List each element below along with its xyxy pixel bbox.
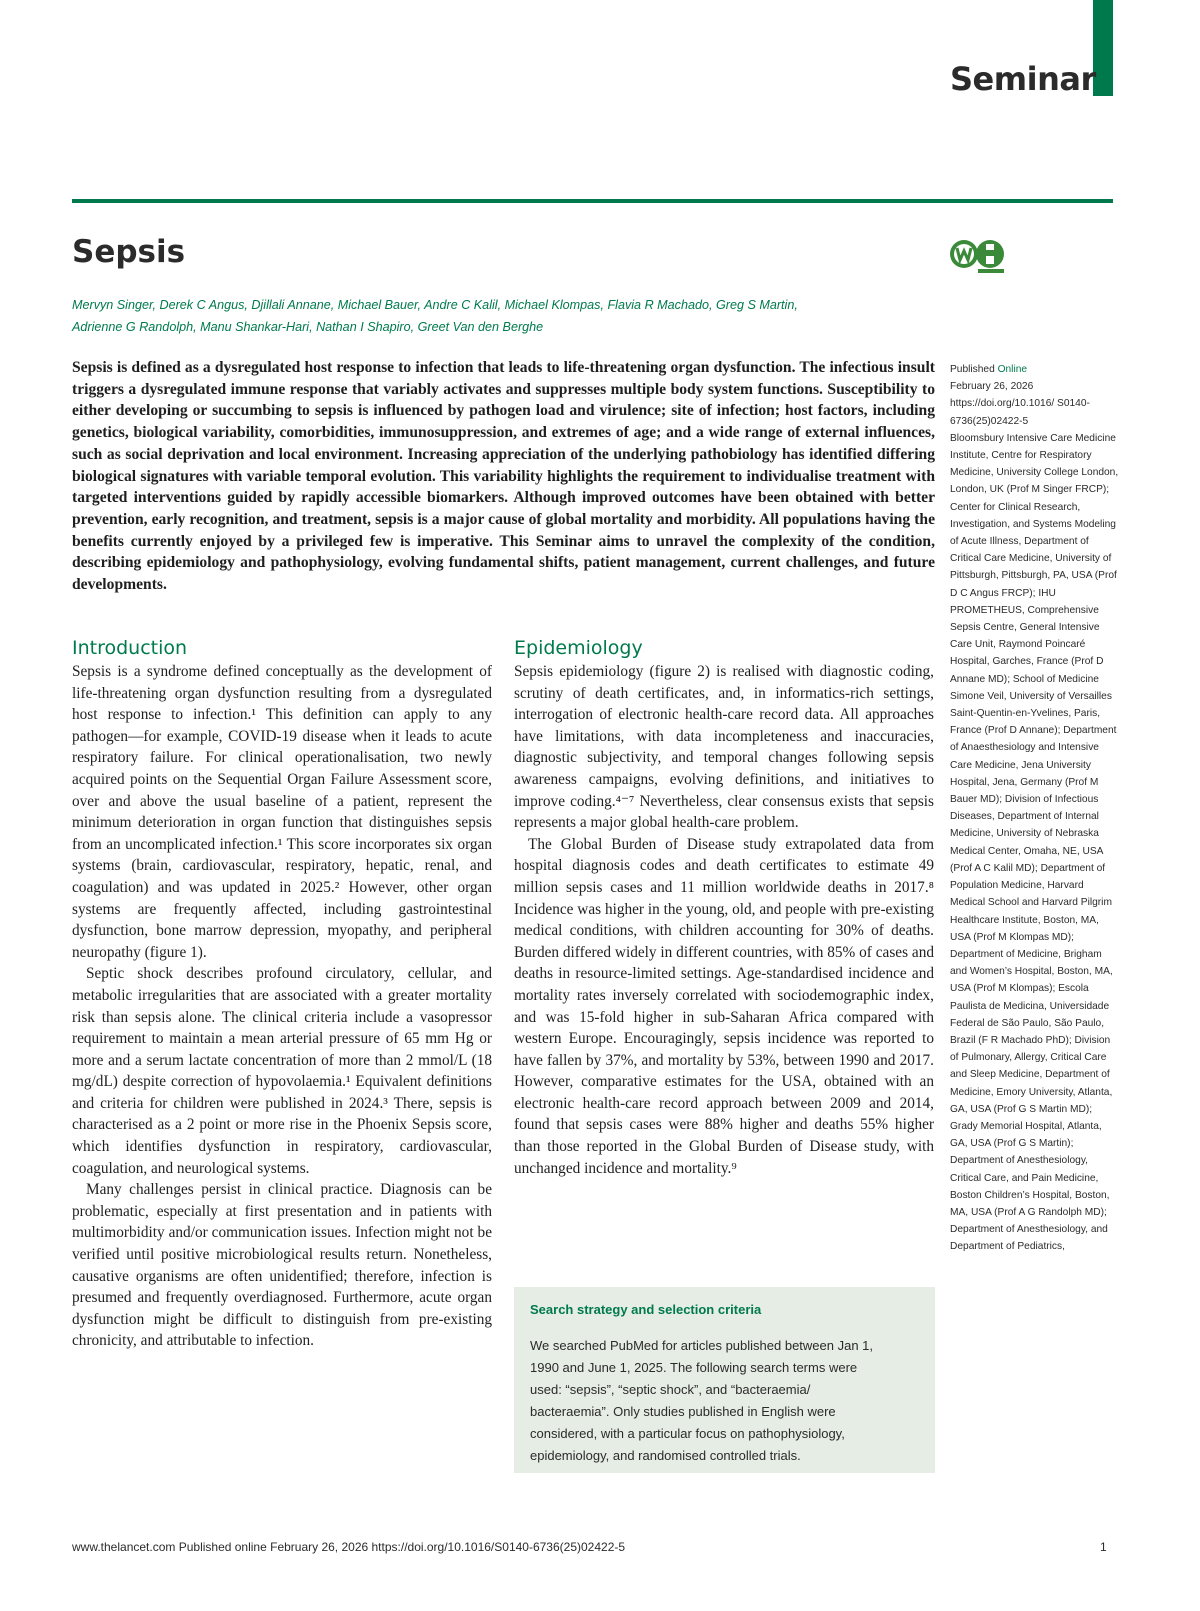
- article-badges: [948, 238, 1028, 274]
- search-strategy-box: [514, 1287, 935, 1473]
- article-title: Sepsis: [72, 234, 186, 270]
- section-label: Seminar: [950, 60, 1096, 98]
- open-access-icon[interactable]: [948, 238, 1028, 274]
- published-online: [950, 361, 1120, 378]
- epidemiology-section: [514, 636, 934, 1179]
- author-affiliations: Bloomsbury Intensive Care Medicine Institute, Centre for Respiratory Medicine, University College London, London, UK (Prof M Singer FRCP); Center for Clinical Research, Investigation, and Systems Modeling of Acute Illness, Department of Critical Care Medicine, University of Pittsburgh, Pittsburgh, PA, USA (Prof D C Angus FRCP); IHU PROMETHEUS, Comprehensive Sepsis Centre, General Intensive Care Unit, Raymond Poincaré Hospital, Garches, France (Prof D Annane MD); School of Medicine Simone Veil, University of Versailles Saint-Quentin-en-Yvelines, Paris, France (Prof D Annane); Department of Anaesthesiology and Intensive Care Medicine, Jena University Hospital, Jena, Germany (Prof M Bauer MD); Division of Infectious Diseases, Department of Internal Medicine, University of Nebraska Medical Center, Omaha, NE, USA (Prof A C Kalil MD); Department of Population Medicine, Harvard Medical School and Harvard Pilgrim Healthcare Institute, Boston, MA, USA (Prof M Klompas MD); Department of Medicine, Brigham and Women’s Hospital, Boston, MA, USA (Prof M Klompas); Escola Paulista de Medicina, Universidade Federal de São Paulo, São Paulo, Brazil (F R Machado PhD); Division of Pulmonary, Allergy, Critical Care and Sleep Medicine, Department of Medicine, Emory University, Atlanta, GA, USA (Prof G S Martin MD); Grady Memorial Hospital, Atlanta, GA, USA (Prof G S Martin); Department of Anesthesiology, Critical Care, and Pain Medicine, Boston Children’s Hospital, Boston, MA, USA (Prof A G Randolph MD); Department of Anesthesiology, and Department of Pediatrics,: [950, 432, 1119, 1253]
- authors-line-1: Mervyn Singer, Derek C Angus, Djillali Annane, Michael Bauer, Andre C Kalil, Michael Klompas, Flavia R Machado, Greg S Martin,: [72, 298, 798, 312]
- section-color-tab: [1093, 0, 1113, 96]
- doi-link[interactable]: https://doi.org/10.1016/ S0140-6736(25)02422-5: [950, 398, 1090, 427]
- authors-line-2: Adrienne G Randolph, Manu Shankar-Hari, Nathan I Shapiro, Greet Van den Berghe: [72, 320, 544, 334]
- introduction-heading: Introduction: [72, 637, 188, 659]
- abstract: Sepsis is defined as a dysregulated host response to infection that leads to life-threatening organ dysfunction. The infectious insult triggers a dysregulated immune response that variably activates and suppresses multiple body system functions. Susceptibility to either developing or succumbing to sepsis is influenced by pathogen load and virulence; site of infection; host factors, including genetics, biological variability, comorbidities, immunosuppression, and extremes of age; and a wide range of external influences, such as social deprivation and local environment. Increasing appreciation of the underlying pathobiology has identified differing biological signatures with variable temporal evolution. This variability highlights the requirement to individualise treatment with targeted interventions guided by rapidly accessible biomarkers. Although improved outcomes have been obtained with better prevention, early recognition, and treatment, sepsis is a major cause of global mortality and morbidity. All populations having the benefits currently enjoyed by a privileged few is imperative. This Seminar aims to unravel the complexity of the condition, describing epidemiology and pathophysiology, evolving fundamental shifts, patient management, current challenges, and future developments.: [72, 359, 935, 594]
- page-number: 1: [1100, 1540, 1107, 1554]
- online-link[interactable]: Online: [997, 364, 1028, 375]
- author-list: [72, 294, 932, 338]
- sidebar-notes: [950, 361, 1120, 1256]
- introduction-section: [72, 636, 492, 1352]
- published-label: Published: [950, 364, 995, 375]
- epidemiology-heading: Epidemiology: [514, 637, 643, 659]
- introduction-paragraph-2: Septic shock describes profound circulatory, cellular, and metabolic irregularities that are associated with a greater mortality risk than sepsis alone. The clinical criteria include a vasopressor requirement to maintain a mean arterial pressure of 65 mm Hg or more and a serum lactate concentration of more than 2 mmol/L (18 mg/dL) despite correction of hypovolaemia.¹ Equivalent definitions and criteria for children were published in 2024.³ There, sepsis is characterised as a 2 point or more rise in the Phoenix Sepsis score, which identifies dysfunction in respiratory, cardiovascular, coagulation, and neurological systems.: [72, 965, 492, 1177]
- epidemiology-paragraph-2: The Global Burden of Disease study extrapolated data from hospital diagnosis codes and death certificates to estimate 49 million sepsis cases and 11 million worldwide deaths in 2017.⁸ Incidence was higher in the young, old, and people with pre-existing medical conditions, with children accounting for 30% of deaths. Burden differed widely in different countries, with 85% of cases and deaths in resource-limited settings. Age-standardised incidence and mortality rates inversely correlated with sociodemographic index, and was 15-fold higher in sub-Saharan Africa compared with western Europe. Encouragingly, sepsis incidence was reported to have fallen by 37%, and mortality by 53%, between 1990 and 2017. However, comparative estimates for the USA, obtained with an electronic health-care record approach between 2009 and 2014, found that sepsis cases were 88% higher and deaths 55% higher than those reported in the Global Burden of Disease study, with unchanged incidence and mortality.⁹: [514, 835, 934, 1177]
- page-footer: www.thelancet.com Published online February 26, 2026 https://doi.org/10.1016/S0140-6736(25)02422-5: [72, 1540, 626, 1554]
- introduction-paragraph-1: Sepsis is a syndrome defined conceptually as the development of life-threatening organ dysfunction resulting from a dysregulated host response to infection.¹ This definition can apply to any pathogen—for example, COVID-19 disease when it leads to acute respiratory failure. For clinical operationalisation, two newly acquired points on the Sequential Organ Failure Assessment score, over and above the usual baseline of a patient, represent the minimum deterioration in organ function that distinguishes sepsis from an uncomplicated infection.¹ This score incorporates six organ systems (brain, cardiovascular, respiratory, hepatic, renal, and coagulation) and was updated in 2025.² However, other organ systems are frequently affected, including gastrointestinal dysfunction, bone marrow depression, myopathy, and peripheral neuropathy (figure 1).: [72, 663, 492, 961]
- introduction-paragraph-3: Many challenges persist in clinical practice. Diagnosis can be problematic, especially at first presentation and in patients with multimorbidity and/or communication issues. Infection might not be verified until positive microbiological results return. Nonetheless, causative organisms are often unidentified; therefore, infection is presumed and frequently overdiagnosed. Furthermore, acute organ dysfunction might be difficult to distinguish from pre-existing chronicity, and attributable to infection.: [72, 1181, 492, 1350]
- header-rule: [72, 199, 1113, 203]
- published-date: February 26, 2026: [950, 381, 1034, 393]
- epidemiology-paragraph-1: Sepsis epidemiology (figure 2) is realised with diagnostic coding, scrutiny of death certificates, and, in informatics-rich settings, interrogation of electronic health-care record data. All approaches have limitations, with data incompleteness and inaccuracies, diagnostic subjectivity, and temporal changes following sepsis awareness campaigns, evolving definitions, and initiatives to improve coding.⁴⁻⁷ Nevertheless, clear consensus exists that sepsis represents a major global health-care problem.: [514, 663, 934, 832]
- search-strategy-text: We searched PubMed for articles published between Jan 1, 1990 and June 1, 2025. The following search terms were used: “sepsis”, “septic shock”, and “bacteraemia/ bacteraemia”. Only studies published in English were considered, with a particular focus on pathophysiology, epidemiology, and randomised controlled trials.: [530, 1338, 874, 1463]
- search-strategy-heading: Search strategy and selection criteria: [530, 1302, 762, 1317]
